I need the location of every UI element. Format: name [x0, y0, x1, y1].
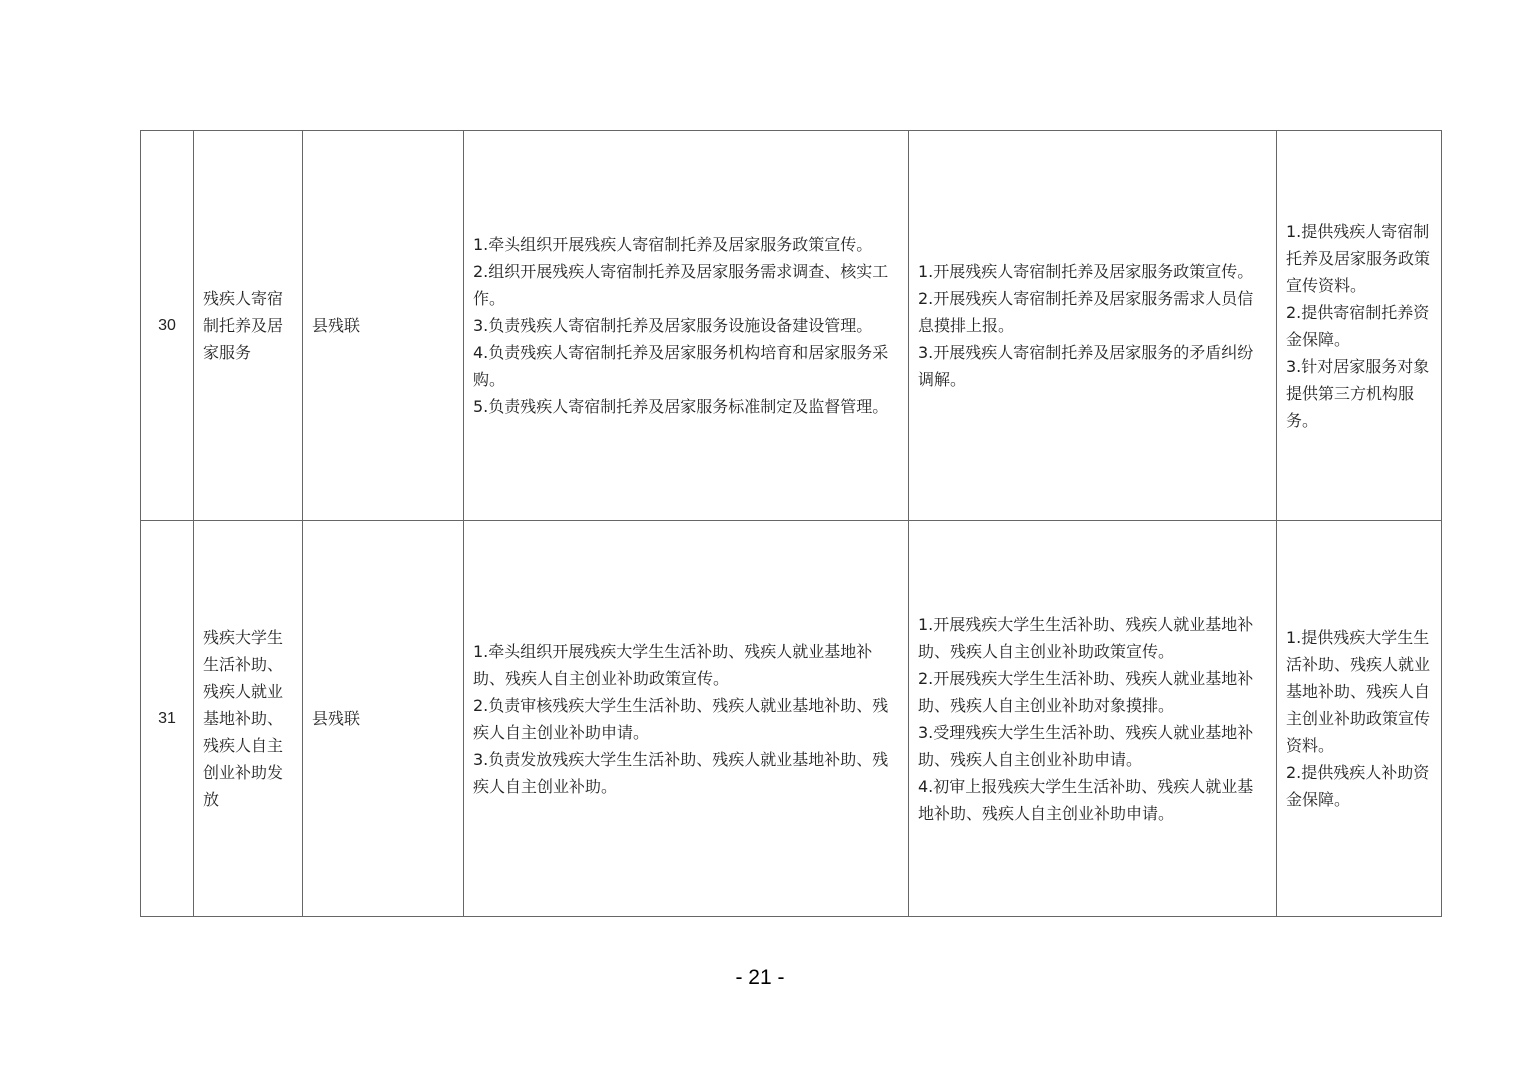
page-number: - 21 - — [735, 966, 785, 989]
list-item: 2.开展残疾人寄宿制托养及居家服务需求人员信息摸排上报。 — [918, 289, 1254, 335]
list-item: 1.提供残疾人寄宿制托养及居家服务政策宣传资料。 — [1286, 221, 1431, 295]
list-item: 1.牵头组织开展残疾大学生生活补助、残疾人就业基地补助、残疾人自主创业补助政策宣传。 — [473, 641, 873, 688]
responsibility-table — [140, 130, 1442, 917]
list-item: 3.针对居家服务对象提供第三方机构服务。 — [1286, 356, 1430, 430]
list-item: 1.开展残疾大学生生活补助、残疾人就业基地补助、残疾人自主创业补助政策宣传。 — [918, 614, 1254, 661]
row-number: 30 — [141, 131, 194, 521]
county-duties — [464, 521, 909, 917]
list-item: 2.提供寄宿制托养资金保障。 — [1286, 302, 1430, 349]
support-duties — [1277, 131, 1442, 521]
town-duties — [909, 131, 1277, 521]
list-item: 3.负责发放残疾大学生生活补助、残疾人就业基地补助、残疾人自主创业补助。 — [473, 749, 889, 796]
table-row — [141, 521, 1442, 917]
list-item: 3.开展残疾人寄宿制托养及居家服务的矛盾纠纷调解。 — [918, 343, 1254, 389]
lead-department: 县残联 — [303, 131, 464, 521]
list-item: 2.开展残疾大学生生活补助、残疾人就业基地补助、残疾人自主创业补助对象摸排。 — [918, 668, 1254, 715]
service-item: 残疾人寄宿制托养及居家服务 — [194, 131, 303, 521]
list-item: 2.负责审核残疾大学生生活补助、残疾人就业基地补助、残疾人自主创业补助申请。 — [473, 695, 889, 742]
list-item: 4.负责残疾人寄宿制托养及居家服务机构培育和居家服务采购。 — [473, 343, 889, 389]
list-item: 1.牵头组织开展残疾人寄宿制托养及居家服务政策宣传。 — [473, 235, 873, 254]
list-item: 2.提供残疾人补助资金保障。 — [1286, 763, 1430, 809]
town-duties — [909, 521, 1277, 917]
list-item: 4.初审上报残疾大学生生活补助、残疾人就业基地补助、残疾人自主创业补助申请。 — [918, 776, 1254, 823]
table-row — [141, 131, 1442, 521]
list-item: 1.提供残疾大学生生活补助、残疾人就业基地补助、残疾人自主创业补助政策宣传资料。 — [1286, 628, 1431, 755]
lead-department: 县残联 — [303, 521, 464, 917]
list-item: 5.负责残疾人寄宿制托养及居家服务标准制定及监督管理。 — [473, 397, 889, 416]
row-number: 31 — [141, 521, 194, 917]
list-item: 1.开展残疾人寄宿制托养及居家服务政策宣传。 — [918, 262, 1254, 281]
list-item: 2.组织开展残疾人寄宿制托养及居家服务需求调查、核实工作。 — [473, 262, 889, 308]
service-item: 残疾大学生生活补助、残疾人就业基地补助、残疾人自主创业补助发放 — [194, 521, 303, 917]
list-item: 3.受理残疾大学生生活补助、残疾人就业基地补助、残疾人自主创业补助申请。 — [918, 722, 1254, 769]
support-duties — [1277, 521, 1442, 917]
list-item: 3.负责残疾人寄宿制托养及居家服务设施设备建设管理。 — [473, 316, 873, 335]
county-duties — [464, 131, 909, 521]
